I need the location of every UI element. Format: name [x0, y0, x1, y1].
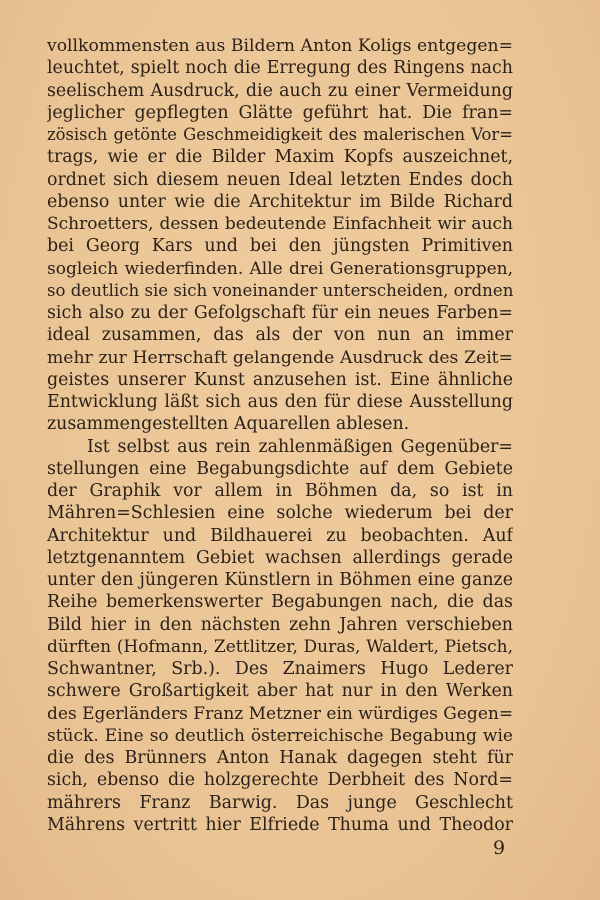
text-line: Schwantner, Srb.). Des Znaimers Hugo Lederer: [47, 659, 513, 679]
text-line: dürften (Hofmann, Zettlitzer, Duras, Waldert, Pietsch,: [47, 636, 513, 657]
text-line: Ist selbst aus rein zahlenmäßigen Gegenüber=: [87, 436, 513, 457]
text-line: die des Brünners Anton Hanak dagegen steht für: [47, 748, 513, 768]
text-line: Architektur und Bildhauerei zu beobachten. Auf: [47, 525, 513, 546]
text-line: zusammengestellten Aquarellen ablesen.: [47, 414, 410, 435]
text-line: Mähren=Schlesien eine solche wiederum bei der: [47, 503, 513, 524]
text-line: schwere Großartigkeit aber hat nur in den Werken: [47, 681, 513, 702]
text-line: ordnet sich diesem neuen Ideal letzten Endes doch: [47, 169, 513, 190]
text-line: seelischem Ausdruck, die auch zu einer Vermeidung: [47, 80, 513, 101]
text-line: der Graphik vor allem in Böhmen da, so ist in: [47, 481, 513, 501]
text-line: letztgenanntem Gebiet wachsen allerdings gerade: [47, 547, 513, 568]
page-number: 9: [493, 837, 506, 859]
text-line: sogleich wiederfinden. Alle drei Generationsgruppen,: [47, 258, 513, 279]
text-line: jeglicher gepflegten Glätte geführt hat. Die fran=: [47, 102, 513, 123]
text-line: leuchtet, spielt noch die Erregung des Ringens nach: [47, 58, 513, 79]
text-line: ebenso unter wie die Architektur im Bilde Richard: [47, 191, 513, 212]
text-line: sich, ebenso die holzgerechte Derbheit des Nord=: [47, 770, 513, 791]
text-line: ideal zusammen, das als der von nun an immer: [47, 325, 513, 346]
text-line: Schroetters, dessen bedeutende Einfachheit wir auch: [47, 214, 513, 234]
text-line: unter den jüngeren Künstlern in Böhmen eine ganze: [47, 570, 513, 590]
text-line: Mährens vertritt hier Elfriede Thuma und Theodor: [47, 814, 513, 835]
text-line: stellungen eine Begabungsdichte auf dem Gebiete: [47, 458, 513, 479]
text-line: bei Georg Kars und bei den jüngsten Primitiven: [47, 236, 513, 257]
text-line: zösisch getönte Geschmeidigkeit des malerischen Vor=: [47, 125, 513, 144]
text-line: Reihe bemerkenswerter Begabungen nach, die das: [47, 592, 513, 613]
text-line: stück. Eine so deutlich österreichische Begabung wie: [47, 725, 513, 746]
body-text: [47, 35, 513, 836]
text-line: Bild hier in den nächsten zehn Jahren verschieben: [47, 614, 513, 635]
text-line: sich also zu der Gefolgschaft für ein neues Farben=: [47, 303, 513, 323]
text-line: trags, wie er die Bilder Maxim Kopfs auszeichnet,: [47, 147, 513, 168]
text-line: Entwicklung läßt sich aus den für diese Ausstellung: [47, 392, 513, 412]
text-line: geistes unserer Kunst anzusehen ist. Eine ähnliche: [47, 369, 513, 390]
text-line: so deutlich sie sich voneinander unterscheiden, ordnen: [47, 280, 513, 300]
text-line: mehr zur Herrschaft gelangende Ausdruck des Zeit=: [47, 347, 513, 368]
text-line: des Egerländers Franz Metzner ein würdiges Gegen=: [47, 703, 513, 724]
text-line: vollkommensten aus Bildern Anton Koligs entgegen=: [47, 36, 513, 56]
text-line: mährers Franz Barwig. Das junge Geschlecht: [47, 792, 513, 813]
